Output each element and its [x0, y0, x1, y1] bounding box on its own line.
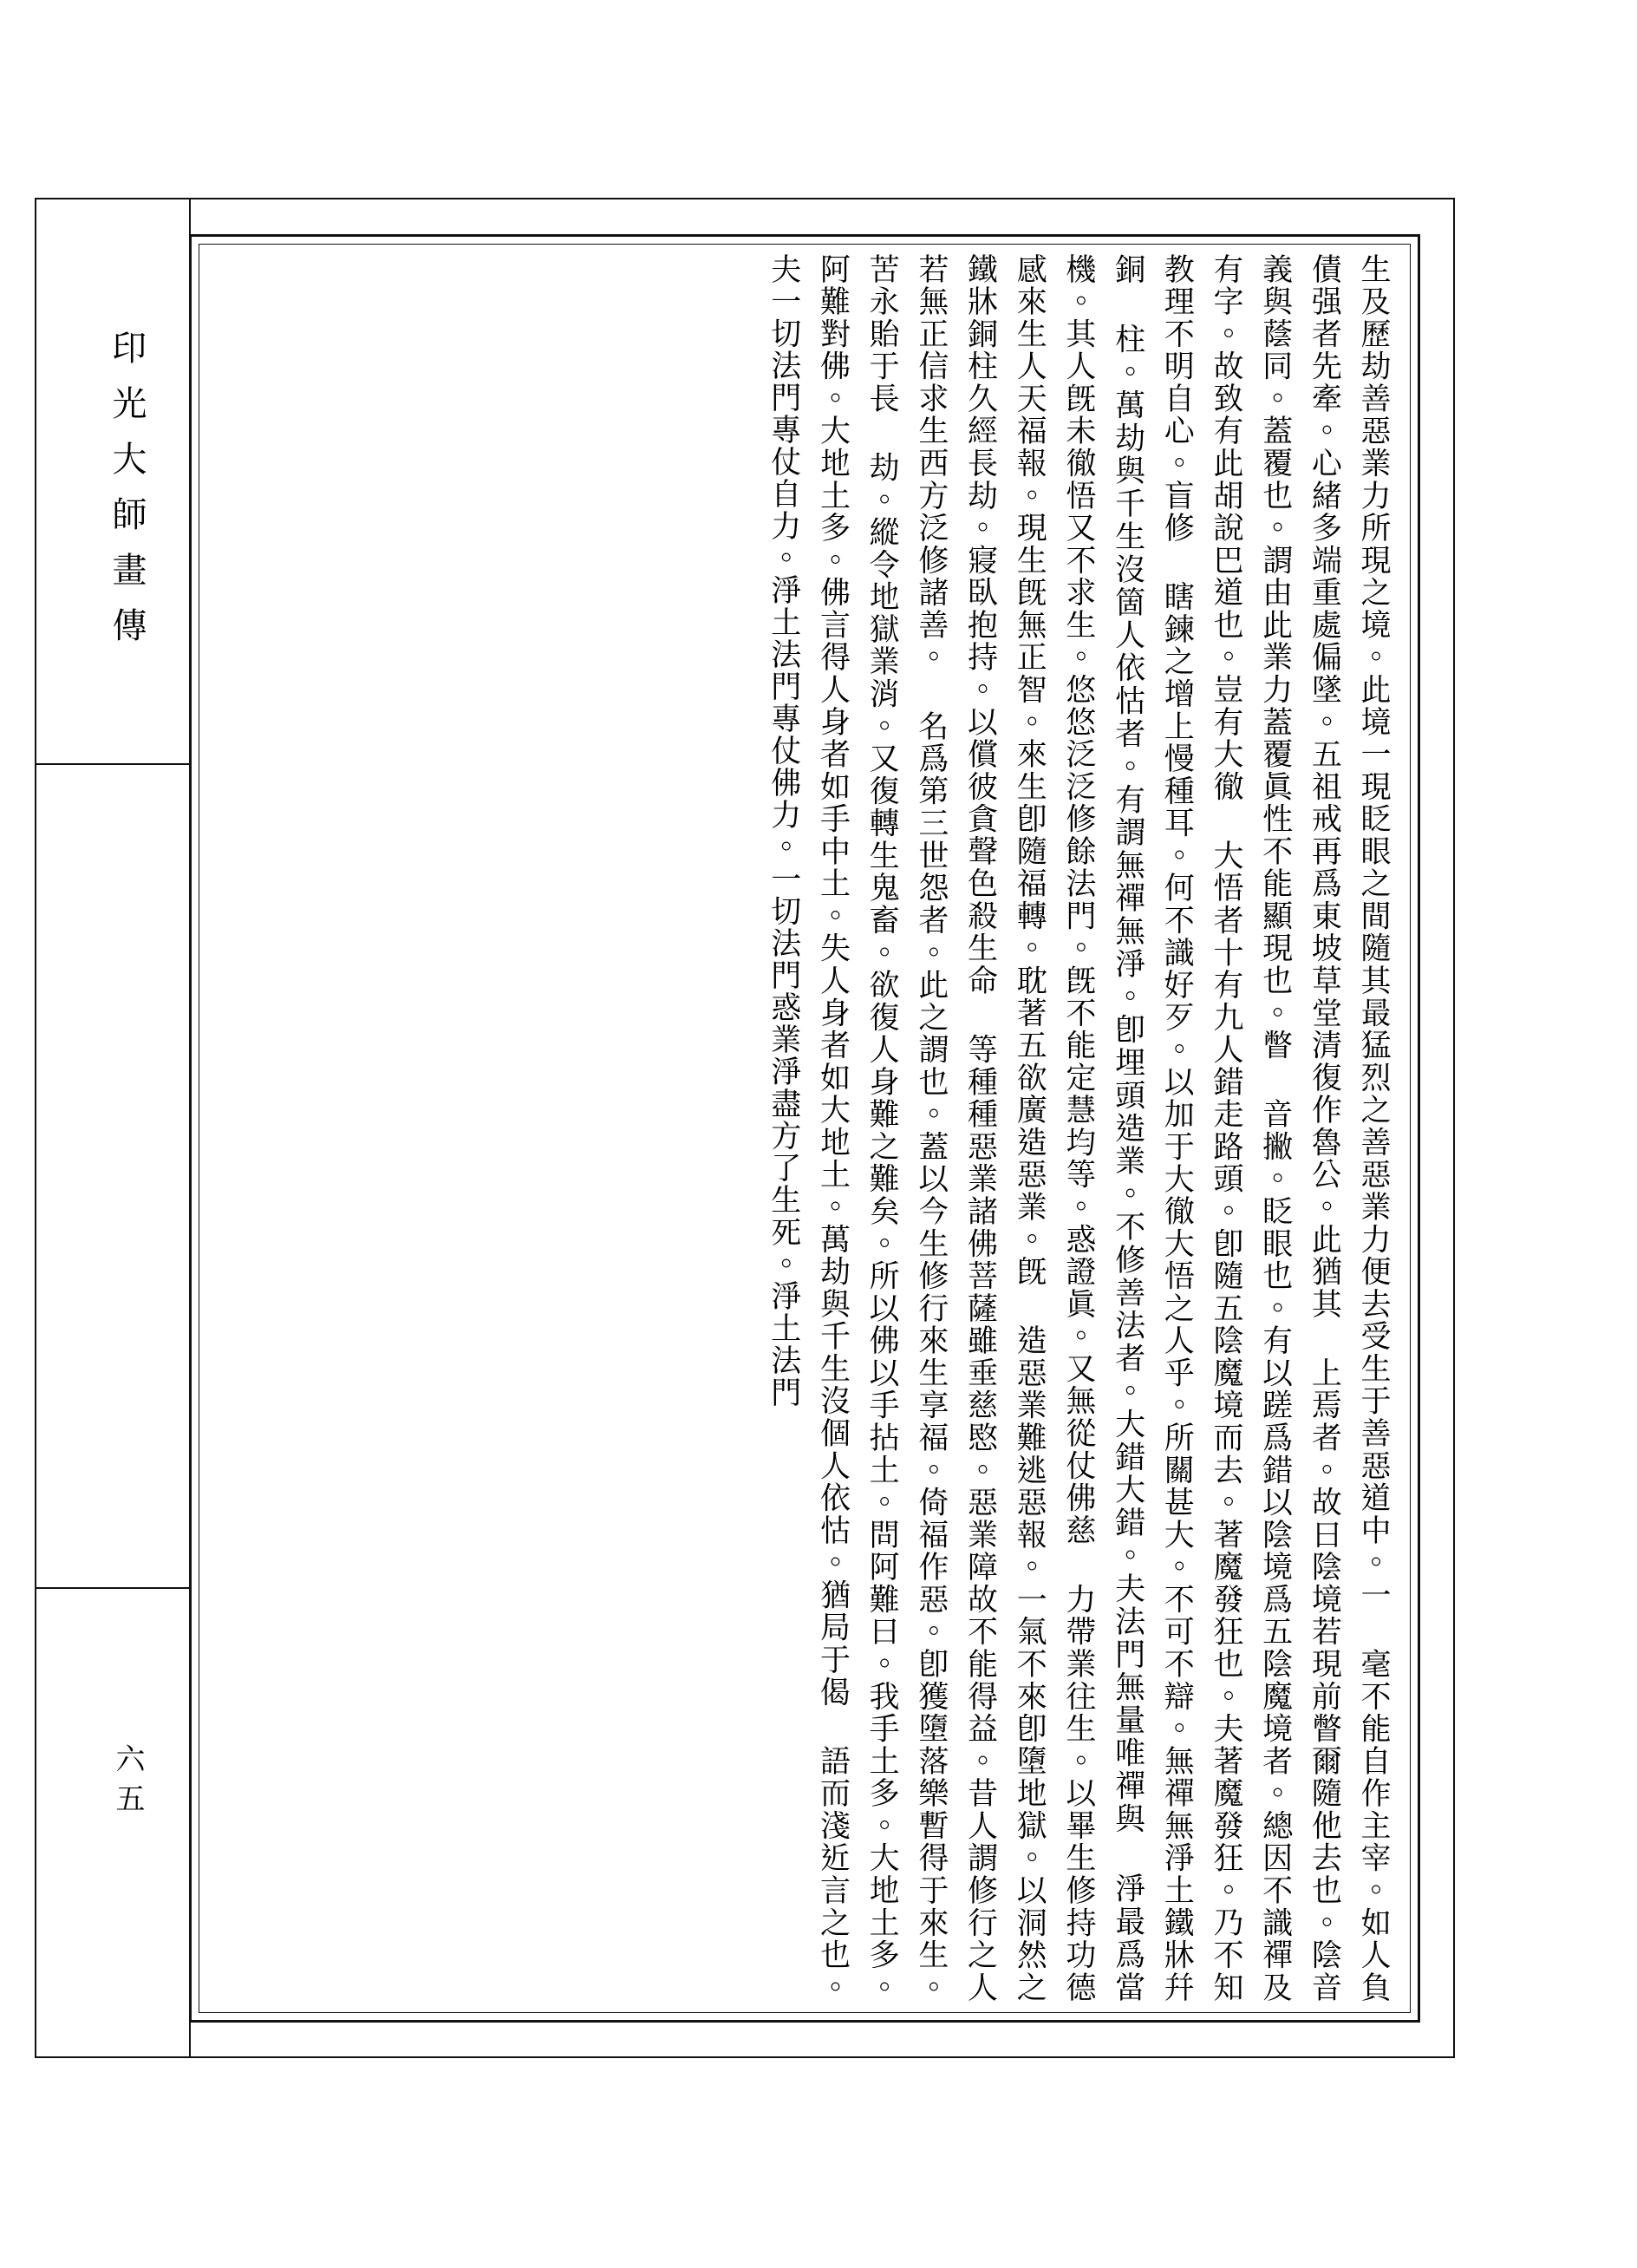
text-column: 上焉者。故曰陰境若現前瞥爾隨他去也。陰音義與蔭同。蓋覆也。謂由此業力蓋覆眞性不能顯現也。瞥 — [1257, 253, 1342, 2003]
margin-rule-bottom — [35, 1587, 189, 1589]
text-column: 柱。萬劫與千生沒箇人依怙者。有謂無禪無淨。卽埋頭造業。不修善法者。大錯大錯。夫法門無量唯禪與 — [1110, 323, 1145, 1836]
text-column: 瞎鍊之增上慢種耳。何不識好歹。以加于大徹大悟之人乎。所關甚大。不可不辯。無禪無淨土鐵牀幷銅 — [1110, 253, 1195, 2003]
margin-rule-top — [35, 763, 189, 765]
body-text-block — [213, 253, 1398, 2003]
text-column: 等種種惡業諸佛菩薩雖垂慈愍。惡業障故不能得益。昔人謂修行之人若無正信求生西方泛修諸善。 — [913, 253, 998, 2003]
text-column: 名爲第三世怨者。此之謂也。蓋以今生修行來生享福。倚福作惡。卽獲墮落樂暫得于來生。苦永貽于長 — [864, 253, 949, 2003]
text-column: 音撇。眨眼也。有以蹉爲錯以陰境爲五陰魔境者。總因不識禪及有字。故致有此胡說巴道也。豈有大徹 — [1208, 253, 1293, 2003]
text-column: 毫不能自作主宰。如人負債强者先牽。心緒多端重處偏墜。五祖戒再爲東坡草堂清復作魯公。此猶其 — [1307, 253, 1391, 2003]
text-column: 阿難對佛。大地土多。佛言得人身者如手中土。失人身者如大地土。萬劫與千生沒個人依怙。猶局于偈 — [815, 253, 851, 1709]
running-title: 印光大師畫傳 — [107, 330, 147, 663]
text-column: 淨最爲當機。其人旣未徹悟又不求生。悠悠泛泛修餘法門。旣不能定慧均等。惑證眞。又無從仗佛慈 — [1060, 253, 1145, 2003]
text-column: 造惡業難逃惡報。一氣不來卽墮地獄。以洞然之鐵牀銅柱久經長劫。寢臥抱持。以償彼貪聲色殺生命 — [962, 253, 1047, 2003]
text-column: 力帶業往生。以畢生修持功德感來生人天福報。現生旣無正智。來生卽隨福轉。耽著五欲廣造惡業。旣 — [1012, 253, 1096, 2003]
page-number: 六五 — [110, 1743, 145, 1823]
text-column: 語而淺近言之也。夫一切法門專仗自力。淨土法門專仗佛力。一切法門惑業淨盡方了生死。淨土法門 — [766, 253, 851, 2003]
text-column: 生及歷劫善惡業力所現之境。此境一現眨眼之間隨其最猛烈之善惡業力便去受生于善惡道中。一 — [1356, 253, 1391, 1611]
text-column: 大悟者十有九人錯走路頭。卽隨五陰魔境而去。著魔發狂也。夫著魔發狂。乃不知教理不明自心。盲修 — [1159, 253, 1243, 2003]
text-column: 劫。縱令地獄業消。又復轉生鬼畜。欲復人身難之難矣。所以佛以手拈土。問阿難曰。我手土多。大地土多。 — [864, 451, 900, 2003]
